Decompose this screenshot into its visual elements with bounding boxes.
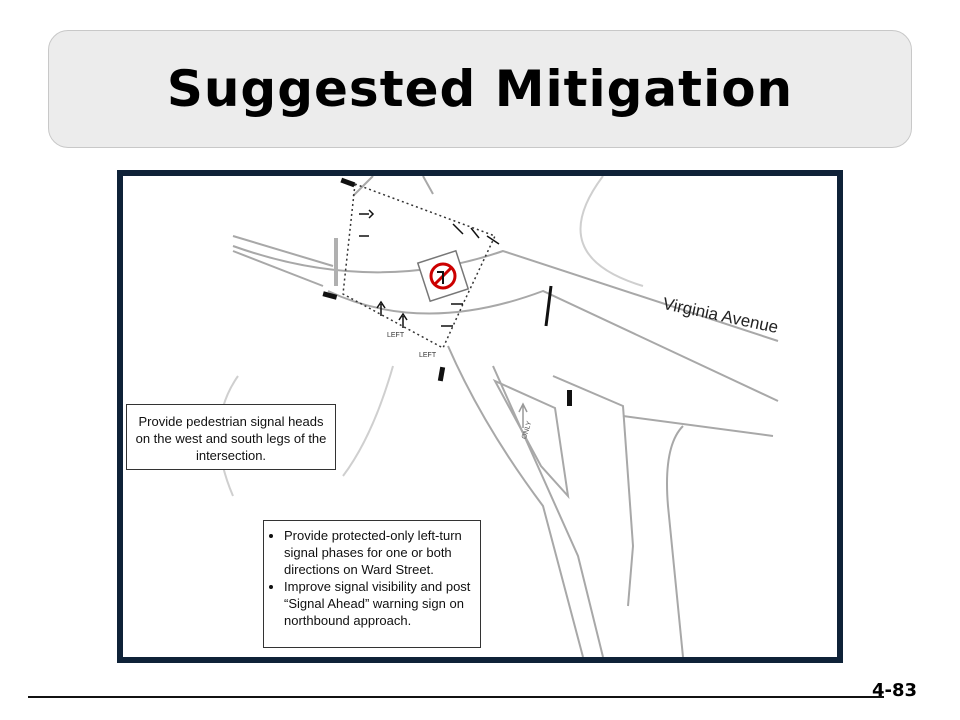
background-curve-a [581, 176, 644, 286]
footer-rule [28, 696, 884, 698]
pedestrian-signal-icon [487, 236, 499, 244]
road-edge-west-b [233, 251, 323, 286]
page-number: 4-83 [872, 680, 918, 701]
lane-marking-only: ONLY [521, 420, 534, 441]
pedestrian-signal-icon [453, 224, 463, 234]
signal-head-icon [438, 367, 445, 382]
slide-title: Suggested Mitigation [166, 60, 794, 118]
channelized-island [495, 381, 568, 496]
background-curve-c [343, 366, 393, 476]
road-edge-north-leg [353, 176, 373, 196]
road-edge-ward-east [553, 376, 633, 606]
lane-arrow-icon [399, 314, 407, 328]
no-left-turn-sign-icon [418, 251, 468, 301]
road-edge-east-curve [667, 426, 683, 657]
road-edge-southeast [623, 416, 773, 436]
lane-label-left: LEFT [419, 352, 437, 359]
road-edge-north-leg-b [423, 176, 433, 194]
lane-label-left: LEFT [387, 332, 405, 339]
intersection-diagram [117, 170, 843, 663]
title-banner [48, 30, 912, 148]
note-mitigation-list [263, 520, 481, 648]
pedestrian-signal-icon [359, 210, 373, 218]
note-bullet: • Provide protected-only left-turn signal phases for one or both directions on Ward Street. [284, 527, 472, 578]
note-pedestrian-signals: Provide pedestrian signal heads on the west and south legs of the intersection. [126, 404, 336, 470]
note-bullet: • Improve signal visibility and post “Signal Ahead” warning sign on northbound approach. [284, 578, 472, 629]
signal-head-icon [567, 390, 572, 406]
street-label-virginia-avenue: Virginia Avenue [661, 294, 780, 338]
signal-head-icon [340, 178, 355, 187]
